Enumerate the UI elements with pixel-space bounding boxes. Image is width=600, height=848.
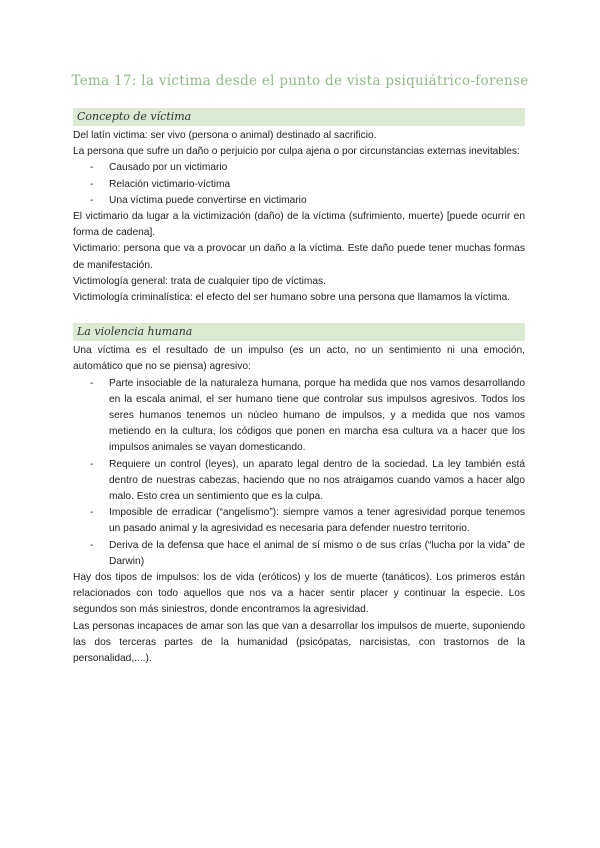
- paragraph: El victimario da lugar a la victimización (daño) de la víctima (sufrimiento, muerte) [puede ocurrir en forma de cadena].: [73, 211, 525, 239]
- document-body: [73, 108, 525, 667]
- list-item: - Causado por un victimario: [73, 160, 525, 176]
- list-item: - Requiere un control (leyes), un aparato legal dentro de la sociedad. La ley también está dentro de nuestras cabezas, haciendo que no nos atraigamos cuando vamos a hacer algo malo. Esto crea un sentimiento que es la culpa.: [73, 457, 525, 506]
- paragraph: Hay dos tipos de impulsos: los de vida (eróticos) y los de muerte (tanáticos). Los primeros están relacionados con todo aquellos que nos va a hacer sentir placer y continuar la especie. Los segundos son más siniestros, donde encontramos la agresividad.: [73, 572, 525, 616]
- paragraph: Victimología general: trata de cualquier tipo de víctimas.: [73, 275, 326, 287]
- paragraph: Victimario: persona que va a provocar un daño a la víctima. Este daño puede tener muchas formas de manifestación.: [73, 243, 525, 271]
- list-item: - Imposible de erradicar (“angelismo”): siempre vamos a tener agresividad porque tenemos un pasado animal y la agresividad es necesaria para defender nuestro territorio.: [73, 505, 525, 537]
- list-item: - Deriva de la defensa que hace el animal de sí mismo o de sus crías (“lucha por la vida” de Darwin): [73, 538, 525, 570]
- list-item: - Parte insociable de la naturaleza humana, porque ha medida que nos vamos desarrollando en la escala animal, el ser humano tiene que controlar sus impulsos agresivos. Todos los seres humanos tenemos un núcleo humano de impulsos, y a medida que nos vamos metiendo en la cultura, los códigos que ponen en marcha esa cultura va a hacer que los impulsos animales se vayan domesticando.: [73, 376, 525, 457]
- paragraph: La persona que sufre un daño o perjuicio por culpa ajena o por circunstancias externas inevitables:: [73, 146, 520, 158]
- page-title: Tema 17: la víctima desde el punto de vista psiquiátrico-forense: [71, 73, 529, 89]
- paragraph: Las personas incapaces de amar son las que van a desarrollar los impulsos de muerte, suponiendo las dos terceras partes de la humanidad (psicópatas, narcisistas, con trastornos de la personalidad,....).: [73, 620, 525, 665]
- list-item: - Relación victimario-víctima: [73, 177, 525, 193]
- section-heading-violencia: La violencia humana: [73, 323, 525, 341]
- bullet-list: [73, 376, 525, 570]
- paragraph: Victimología criminalística: el efecto del ser humano sobre una persona que llamamos la víctima.: [73, 292, 510, 304]
- list-item: - Una víctima puede convertirse en victimario: [73, 193, 525, 209]
- section-heading-concepto: Concepto de víctima: [73, 108, 525, 126]
- paragraph: Una víctima es el resultado de un impulso (es un acto, no un sentimiento ni una emoción, automático que no se piensa) agresivo:: [73, 345, 525, 373]
- bullet-list: [73, 160, 525, 209]
- paragraph: Del latín victima: ser vivo (persona o animal) destinado al sacrificio.: [73, 130, 377, 141]
